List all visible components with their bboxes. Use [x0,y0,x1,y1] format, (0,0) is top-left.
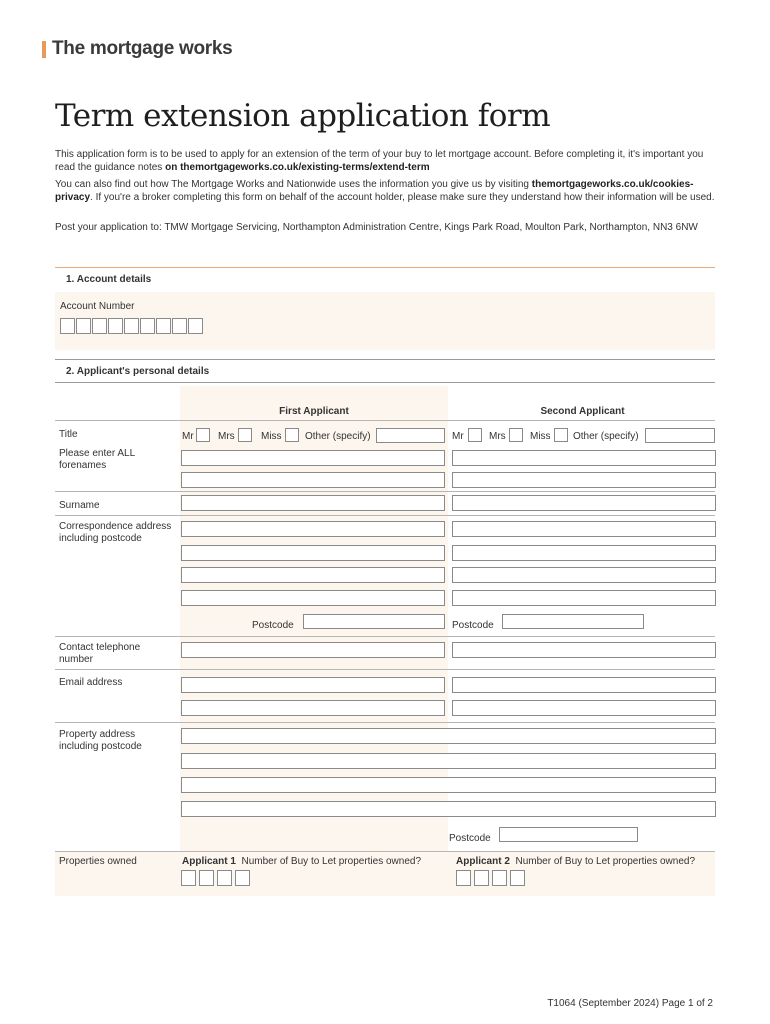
intro-p1-text: This application form is to be used to apply for an extension of the term of your buy to let mortgage account. Before completing it, it's important you read the guidance notes [55,149,704,173]
first-applicant-heading: First Applicant [279,406,349,417]
a1-postcode-label: Postcode [252,620,294,631]
account-digit[interactable] [92,318,107,334]
a2-btl-digit[interactable] [510,870,525,886]
a1-miss-checkbox[interactable] [285,428,299,442]
a1-forenames-input-2[interactable] [181,472,445,488]
a2-postcode-label: Postcode [452,620,494,631]
a2-btl-text: Number of Buy to Let properties owned? [515,856,696,867]
section1-heading: 1. Account details [66,274,152,285]
account-digit[interactable] [124,318,139,334]
section2-rule-top [55,359,715,360]
intro-paragraph-1 [55,148,725,174]
a1-email-input-2[interactable] [181,700,445,716]
account-number-label: Account Number [60,301,135,312]
guidance-link[interactable]: on themortgageworks.co.uk/existing-terms/extend-term [165,162,430,173]
logo-accent-bar [42,41,46,58]
a1-address-line-2[interactable] [181,545,445,561]
account-digit[interactable] [108,318,123,334]
forenames-label: Please enter ALL forenames [59,448,135,471]
a1-postcode-input[interactable] [303,614,445,629]
second-applicant-heading: Second Applicant [540,406,625,417]
property-address-label: Property address including postcode [59,729,142,752]
a2-surname-input[interactable] [452,495,716,511]
intro-paragraph-3: Post your application to: TMW Mortgage Servicing, Northampton Administration Centre, Kings Park Road, Moulton Park, Northampton, NN3 6NW [55,222,698,233]
account-digit[interactable] [172,318,187,334]
a1-email-input-1[interactable] [181,677,445,693]
a1-surname-input[interactable] [181,495,445,511]
a2-miss-label: Miss [530,431,551,442]
row-divider [55,420,715,421]
a2-forenames-input-2[interactable] [452,472,716,488]
intro-p2-rest: . If you're a broker completing this form on behalf of the account holder, please make sure they understand how their information will be used. [90,192,715,203]
a1-mrs-checkbox[interactable] [238,428,252,442]
row-divider [55,851,715,852]
a2-telephone-input[interactable] [452,642,716,658]
a2-miss-checkbox[interactable] [554,428,568,442]
correspondence-label: Correspondence address including postcode [59,521,172,544]
a1-btl-digit[interactable] [181,870,196,886]
a1-btl-digit[interactable] [217,870,232,886]
a2-btl-digit[interactable] [456,870,471,886]
telephone-label: Contact telephone number [59,642,141,665]
row-divider [55,669,715,670]
a1-mr-label: Mr [182,431,194,442]
row-divider [55,636,715,637]
intro-paragraph-2 [55,178,725,204]
applicant1-label: Applicant 1 [182,856,236,867]
brand-name: The mortgage works [52,38,233,59]
section1-rule [55,267,715,268]
a1-other-label: Other (specify) [305,431,371,442]
a1-btl-text: Number of Buy to Let properties owned? [241,856,422,867]
a2-email-input-1[interactable] [452,677,716,693]
a2-address-line-3[interactable] [452,567,716,583]
section2-rule-bottom [55,382,715,383]
section2-heading: 2. Applicant's personal details [66,366,210,377]
property-address-line-3[interactable] [181,777,716,793]
a1-other-title-input[interactable] [376,428,445,443]
property-address-line-1[interactable] [181,728,716,744]
properties-owned-label: Properties owned [59,856,137,867]
a2-email-input-2[interactable] [452,700,716,716]
account-digit[interactable] [76,318,91,334]
a2-postcode-input[interactable] [502,614,644,629]
page-title: Term extension application form [55,98,551,134]
a1-btl-question [182,856,421,868]
row-divider [55,515,715,516]
intro-p2-text: You can also find out how The Mortgage Works and Nationwide uses the information you give us by visiting [55,179,532,190]
a2-forenames-input-1[interactable] [452,450,716,466]
a2-other-label: Other (specify) [573,431,639,442]
brand-logo [42,38,232,60]
a2-mrs-label: Mrs [489,431,506,442]
a2-address-line-4[interactable] [452,590,716,606]
a2-btl-digit[interactable] [474,870,489,886]
a1-telephone-input[interactable] [181,642,445,658]
page-footer: T1064 (September 2024) Page 1 of 2 [547,998,713,1009]
a1-address-line-4[interactable] [181,590,445,606]
privacy-link[interactable]: themortgageworks.co.uk/cookies-privacy [55,179,694,203]
applicant2-label: Applicant 2 [456,856,510,867]
title-label: Title [59,429,78,440]
a1-miss-label: Miss [261,431,282,442]
property-address-line-2[interactable] [181,753,716,769]
row-divider [55,491,715,492]
property-postcode-input[interactable] [499,827,638,842]
a1-address-line-3[interactable] [181,567,445,583]
a1-address-line-1[interactable] [181,521,445,537]
account-digit[interactable] [60,318,75,334]
email-label: Email address [59,677,123,688]
account-digit[interactable] [188,318,203,334]
a2-other-title-input[interactable] [645,428,715,443]
a2-address-line-2[interactable] [452,545,716,561]
property-postcode-label: Postcode [449,833,491,844]
a2-mr-label: Mr [452,431,464,442]
a2-btl-question [456,856,695,868]
account-digit[interactable] [140,318,155,334]
row-divider [55,722,715,723]
a2-btl-digit[interactable] [492,870,507,886]
surname-label: Surname [59,500,100,511]
property-address-line-4[interactable] [181,801,716,817]
a1-mrs-label: Mrs [218,431,235,442]
a1-forenames-input-1[interactable] [181,450,445,466]
a1-mr-checkbox[interactable] [196,428,210,442]
a2-mrs-checkbox[interactable] [509,428,523,442]
a1-btl-digit[interactable] [235,870,250,886]
a2-address-line-1[interactable] [452,521,716,537]
a1-btl-digit[interactable] [199,870,214,886]
account-digit[interactable] [156,318,171,334]
a2-mr-checkbox[interactable] [468,428,482,442]
